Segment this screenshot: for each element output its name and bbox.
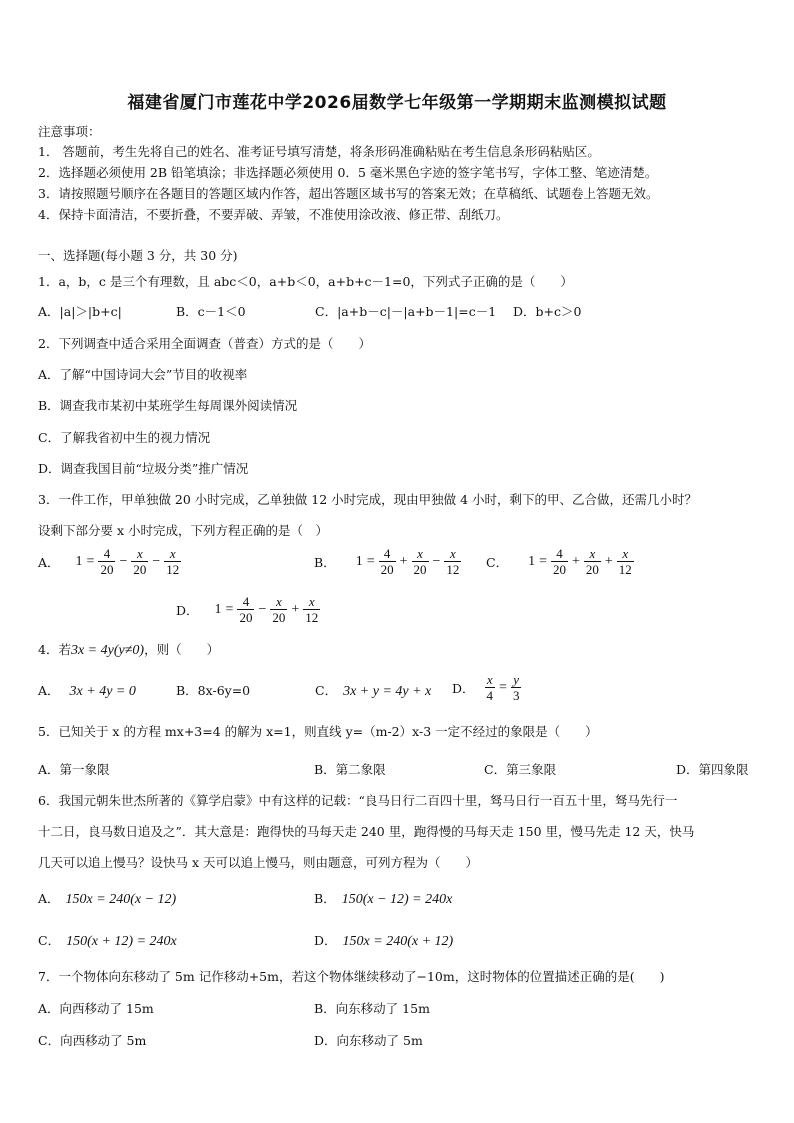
notice-heading: 注意事项： — [38, 124, 101, 139]
option-label: B． — [314, 554, 336, 570]
option-label: D． — [176, 602, 199, 618]
q4-stem — [38, 640, 219, 659]
fraction: $\frac{x}{12}$ — [305, 594, 319, 625]
fraction: $\frac{x}{20}$ — [272, 594, 286, 625]
q4-option-c — [315, 681, 431, 700]
q5-option-c: C．第三象限 — [484, 762, 557, 777]
eq-op: + — [399, 553, 408, 569]
notice-item-2: 2．选择题必须使用 2B 铅笔填涂；非选择题必须使用 0．5 毫米黑色字迹的签字笔书写，字体工整、笔迹清楚。 — [38, 165, 658, 180]
q5-option-d: D．第四象限 — [676, 762, 749, 777]
eq-op: + — [571, 553, 580, 569]
option-math: 150(x − 12) = 240x — [341, 892, 453, 907]
q6-stem-line3: 几天可以追上慢马？设快马 x 天可以追上慢马，则由题意，可列方程为（ ） — [38, 855, 478, 870]
fraction: $\frac{4}{20}$ — [380, 546, 394, 577]
q4-option-b: B．8x-6y=0 — [176, 683, 251, 698]
notice-item-1: 1． 答题前，考生先将自己的姓名、准考证号填写清楚，将条形码准确粘贴在考生信息条形码粘贴区。 — [38, 144, 600, 159]
q4-stem-suffix: ，则（ ） — [144, 642, 220, 657]
eq-term: 1 — [214, 601, 222, 617]
exam-title: 福建省厦门市莲花中学2026届数学七年级第一学期期末监测模拟试题 — [127, 93, 667, 113]
q6-option-b — [314, 889, 452, 908]
fraction: $\frac{x}{12}$ — [166, 546, 180, 577]
q6-option-d — [314, 931, 453, 950]
option-label: B． — [314, 891, 336, 906]
option-label: D． — [452, 680, 475, 696]
fraction: $\frac{x}{12}$ — [618, 546, 632, 577]
q6-stem-line2: 十二日，良马数日追及之”．其大意是：跑得快的马每天走 240 里，跑得慢的马每天走 150 里，慢马先走 12 天，快马 — [38, 824, 695, 839]
q7-option-d: D．向东移动了 5m — [314, 1033, 423, 1048]
q3-stem-line1: 3．一件工作，甲单独做 20 小时完成，乙单独做 12 小时完成，现由甲独做 4 小时，剩下的甲、乙合做，还需几小时？ — [38, 492, 698, 507]
option-label: A． — [38, 554, 60, 570]
fraction: $\frac{4}{20}$ — [552, 546, 566, 577]
eq-op: − — [432, 553, 441, 569]
q4-stem-math: 3x = 4y(y≠0) — [70, 643, 145, 658]
q5-option-a: A．第一象限 — [38, 762, 110, 777]
q2-stem: 2．下列调查中适合采用全面调查（普查）方式的是（ ） — [38, 336, 371, 351]
q4-stem-prefix: 4．若 — [38, 642, 71, 657]
eq-op: + — [291, 601, 300, 617]
fraction: $\frac{x}{12}$ — [446, 546, 460, 577]
option-math: 150x = 240(x + 12) — [342, 934, 454, 949]
q3-option-c — [486, 546, 636, 577]
fraction: $\frac{4}{20}$ — [239, 594, 253, 625]
eq-op: + — [604, 553, 613, 569]
q2-option-b: B．调查我市某初中某班学生每周课外阅读情况 — [38, 398, 298, 413]
q3-option-a — [38, 546, 183, 577]
fraction: $\frac{4}{20}$ — [100, 546, 114, 577]
section-heading: 一、选择题(每小题 3 分，共 30 分) — [38, 248, 238, 263]
eq-sign: = — [225, 601, 234, 617]
q6-stem-line1: 6．我国元朝朱世杰所著的《算学启蒙》中有这样的记载：“良马日行二百四十里，驽马日行一百五十里，驽马先行一 — [38, 793, 678, 808]
q2-option-c: C．了解我省初中生的视力情况 — [38, 430, 211, 445]
eq-term: 1 — [528, 553, 536, 569]
q1-option-d: D．b+c＞0 — [513, 304, 582, 319]
eq-sign: = — [499, 679, 507, 695]
option-label: C． — [486, 554, 509, 570]
eq-op: − — [119, 553, 128, 569]
option-math: 3x + 4y = 0 — [69, 684, 136, 699]
q6-option-a — [38, 889, 176, 908]
q1-stem: 1．a，b，c 是三个有理数，且 abc＜0，a+b＜0，a+b+c－1=0，下列式子正确的是（ ） — [38, 274, 573, 289]
option-label: C． — [315, 683, 338, 698]
q2-option-d: D．调查我国目前“垃圾分类”推广情况 — [38, 461, 249, 476]
q3-option-b — [314, 546, 463, 577]
option-label: D． — [314, 933, 337, 948]
fraction: $\frac{y}{3}$ — [512, 672, 520, 703]
fraction: $\frac{x}{20}$ — [585, 546, 599, 577]
q7-option-b: B．向东移动了 15m — [314, 1001, 430, 1016]
option-label: C． — [38, 933, 61, 948]
q1-option-a: A．|a|＞|b+c| — [38, 304, 122, 319]
fraction: $\frac{x}{4}$ — [486, 672, 494, 703]
q5-stem: 5．已知关于 x 的方程 mx+3=4 的解为 x=1，则直线 y=（m-2）x-3 一定不经过的象限是（ ） — [38, 724, 598, 739]
option-math: 150(x + 12) = 240x — [66, 934, 177, 949]
q7-option-c: C．向西移动了 5m — [38, 1033, 147, 1048]
q1-option-b: B．c－1＜0 — [176, 304, 246, 319]
notice-item-4: 4．保持卡面清洁，不要折叠，不要弄破、弄皱，不准使用涂改液、修正带、刮纸刀。 — [38, 207, 509, 222]
option-math: 150x = 240(x − 12) — [65, 892, 177, 907]
q7-option-a: A．向西移动了 15m — [38, 1001, 154, 1016]
eq-sign: = — [366, 553, 375, 569]
fraction: $\frac{x}{20}$ — [133, 546, 147, 577]
q3-stem-line2: 设剩下部分要 x 小时完成，下列方程正确的是（ ） — [38, 523, 328, 538]
q5-option-b: B．第二象限 — [314, 762, 386, 777]
q2-option-a: A．了解“中国诗词大会”节目的收视率 — [38, 367, 248, 382]
notice-item-3: 3．请按照题号顺序在各题目的答题区域内作答，超出答题区域书写的答案无效；在草稿纸、试题卷上答题无效。 — [38, 186, 659, 201]
q3-option-d — [176, 594, 322, 625]
q1-option-c: C．|a+b－c|－|a+b－1|=c－1 — [315, 304, 497, 319]
eq-term: 1 — [355, 553, 363, 569]
eq-term: 1 — [75, 553, 83, 569]
eq-op: − — [152, 553, 161, 569]
q6-option-c — [38, 931, 177, 950]
eq-sign: = — [86, 553, 95, 569]
option-label: A． — [38, 891, 60, 906]
option-math: 3x + y = 4y + x — [343, 684, 432, 699]
option-label: A． — [38, 683, 60, 698]
eq-op: − — [258, 601, 267, 617]
fraction: $\frac{x}{20}$ — [413, 546, 427, 577]
q4-option-a — [38, 681, 136, 700]
q7-stem: 7．一个物体向东移动了 5m 记作移动+5m，若这个物体继续移动了−10m，这时物体的位置描述正确的是( ) — [38, 969, 665, 984]
q4-option-d — [452, 672, 523, 703]
eq-sign: = — [539, 553, 547, 569]
